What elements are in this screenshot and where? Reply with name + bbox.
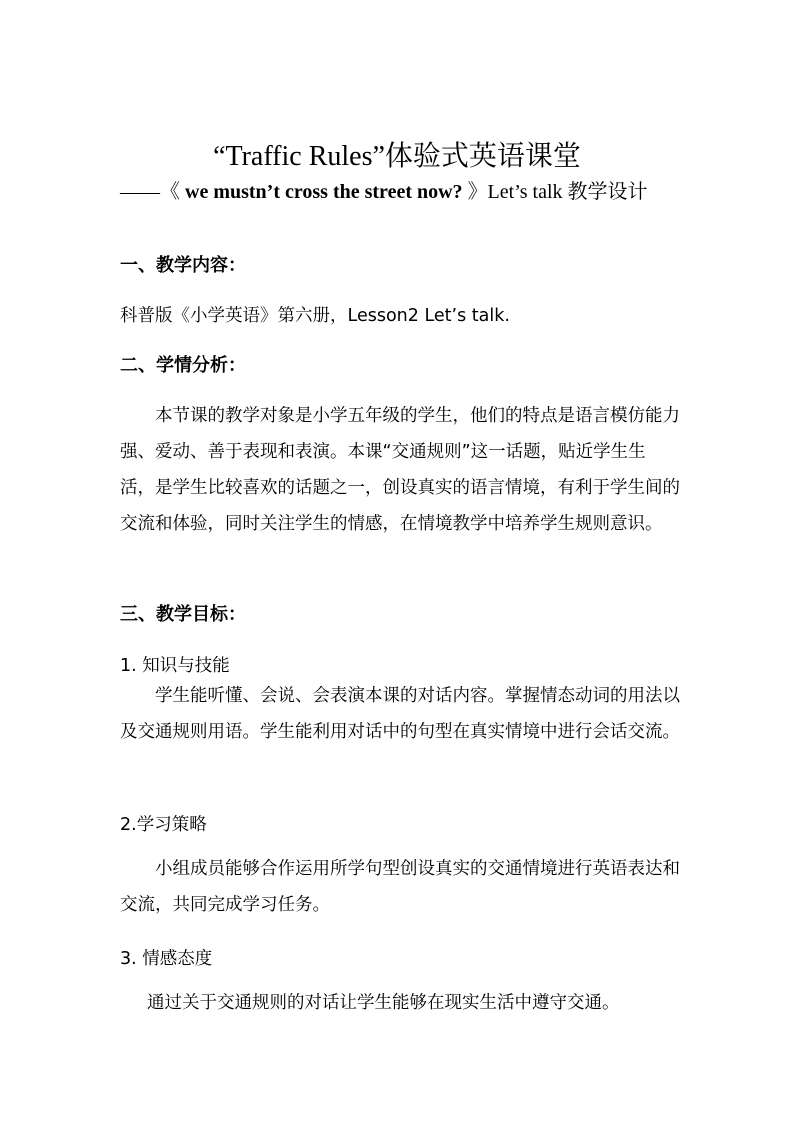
section-heading: 三、教学目标：	[120, 604, 246, 625]
subtitle-suffix: 》Let’s talk 教学设计	[467, 181, 648, 203]
section-text: 科普版《小学英语》第六册，Lesson2 Let’s talk.	[120, 306, 510, 326]
objective-paragraph: 学生能听懂、会说、会表演本课的对话内容。掌握情态动词的用法以及交通规则用语。学生能利用对话中的句型在真实情境中进行会话交流。	[120, 686, 680, 742]
document-title: “Traffic Rules”体验式英语课堂	[213, 141, 581, 172]
objective-knowledge-skills	[120, 652, 680, 750]
section-teaching-content-body	[120, 302, 680, 330]
document-subtitle	[120, 178, 648, 206]
objective-title: 3. 情感态度	[120, 949, 213, 969]
objective-paragraph: 通过关于交通规则的对话让学生能够在现实生活中遵守交通。	[147, 993, 620, 1013]
subtitle-prefix: ——《	[120, 181, 180, 203]
objective-paragraph: 小组成员能够合作运用所学句型创设真实的交通情境进行英语表达和交流，共同完成学习任务。	[120, 859, 680, 915]
objective-emotional-attitude	[120, 945, 680, 1021]
section-paragraph: 本节课的教学对象是小学五年级的学生，他们的特点是语言模仿能力强、爱动、善于表现和表演。本课“交通规则”这一话题，贴近学生生活，是学生比较喜欢的话题之一，创设真实的语言情境，有利于学生间的交流和体验，同时关注学生的情感，在情境教学中培养学生规则意识。	[120, 406, 680, 534]
subtitle-lesson-title: we mustn’t cross the street now?	[180, 181, 468, 203]
section-heading: 一、教学内容：	[120, 255, 246, 276]
section-learner-analysis	[120, 352, 680, 380]
section-teaching-objectives	[120, 601, 680, 629]
section-heading: 二、学情分析：	[120, 355, 246, 376]
section-teaching-content	[120, 252, 680, 280]
objective-learning-strategy	[120, 811, 680, 923]
objective-title: 1. 知识与技能	[120, 656, 230, 676]
section-learner-analysis-body	[120, 398, 680, 542]
objective-title: 2.学习策略	[120, 815, 207, 835]
